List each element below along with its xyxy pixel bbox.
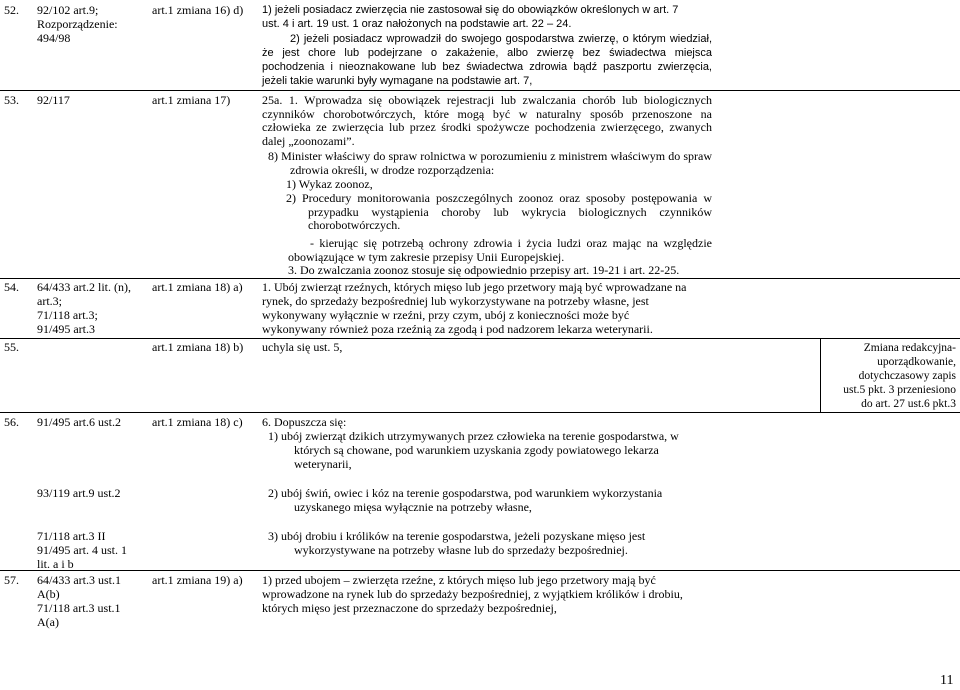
directive-ref: 92/117 bbox=[37, 93, 70, 107]
provision-text: 1) Wykaz zoonoz, bbox=[286, 177, 373, 191]
directive-ref: 93/119 art.9 ust.2 bbox=[37, 486, 121, 500]
amendment-ref: art.1 zmiana 17) bbox=[152, 93, 231, 107]
provision-text: wykonywany wyłącznie w rzeźni, przy czym, ubój z konieczności może być bbox=[262, 308, 630, 322]
provision-text: 1) jeżeli posiadacz zwierzęcia nie zastosował się do obowiązków określonych w art. 7 bbox=[262, 4, 679, 16]
row-number: 57. bbox=[4, 573, 19, 587]
remarks-line: dotychczasowy zapis bbox=[858, 370, 956, 382]
directive-ref: A(a) bbox=[37, 615, 59, 629]
amendment-ref: art.1 zmiana 16) d) bbox=[152, 3, 244, 17]
row-divider-56-57 bbox=[0, 570, 960, 571]
directive-ref: 64/433 art.3 ust.1 bbox=[37, 573, 121, 587]
provision-text: 3. Do zwalczania zoonoz stosuje się odpowiednio przepisy art. 19-21 i art. 22-25. bbox=[288, 263, 680, 277]
remarks-line: Zmiana redakcyjna- bbox=[863, 342, 956, 354]
directive-ref: 91/495 art.3 bbox=[37, 322, 95, 336]
provision-text: rynek, do sprzedaży bezpośredniej lub wykorzystywane na potrzeby własne, jest bbox=[262, 294, 649, 308]
directive-ref: 494/98 bbox=[37, 31, 71, 45]
provision-text: 8) Minister właściwy do spraw rolnictwa w porozumieniu z ministrem właściwym do spraw zdrowia określi, w drodze rozporządzenia: bbox=[268, 149, 712, 177]
provision-text: 1) ubój zwierząt dzikich utrzymywanych przez człowieka na terenie gospodarstwa, w bbox=[268, 429, 679, 443]
provision-text: ust. 4 i art. 19 ust. 1 oraz nałożonych na podstawie art. 22 – 24. bbox=[262, 18, 572, 30]
remarks-note bbox=[821, 341, 956, 411]
directive-ref: 71/118 art.3 ust.1 bbox=[37, 601, 121, 615]
row-number: 55. bbox=[4, 340, 19, 354]
directive-ref: 71/118 art.3 II bbox=[37, 529, 106, 543]
provision-text: - kierując się potrzebą ochrony zdrowia i życia ludzi oraz mając na względzie obowiązujące w tym zakresie przepisy Unii Europejskiej. bbox=[288, 236, 712, 264]
row-divider-54-55 bbox=[0, 338, 960, 339]
row-divider-53-54 bbox=[0, 278, 960, 279]
remarks-line: ust.5 pkt. 3 przeniesiono bbox=[843, 384, 956, 396]
amendment-ref: art.1 zmiana 18) b) bbox=[152, 340, 244, 354]
amendment-ref: art.1 zmiana 18) a) bbox=[152, 280, 243, 294]
row-number: 56. bbox=[4, 415, 19, 429]
provision-text: 2) ubój świń, owiec i kóz na terenie gospodarstwa, pod warunkiem wykorzystania bbox=[268, 486, 663, 500]
provision-text: uzyskanego mięsa wyłącznie na potrzeby własne, bbox=[294, 500, 532, 514]
directive-ref: 71/118 art.3; bbox=[37, 308, 98, 322]
remarks-line: do art. 27 ust.6 pkt.3 bbox=[861, 398, 956, 410]
amendment-ref: art.1 zmiana 19) a) bbox=[152, 573, 243, 587]
row-number: 53. bbox=[4, 93, 19, 107]
directive-ref: 91/495 art. 4 ust. 1 bbox=[37, 543, 127, 557]
directive-ref: lit. a i b bbox=[37, 557, 74, 571]
provision-text: 1) przed ubojem – zwierzęta rzeźne, z których mięso lub jego przetwory mają być bbox=[262, 573, 656, 587]
provision-text: 6. Dopuszcza się: bbox=[262, 415, 347, 429]
row-divider-52-53 bbox=[0, 90, 960, 91]
page-number: 11 bbox=[940, 673, 954, 688]
provision-text: wykonywany również poza rzeźnią za zgodą i pod nadzorem lekarza weterynarii. bbox=[262, 322, 653, 336]
amendment-ref: art.1 zmiana 18) c) bbox=[152, 415, 243, 429]
provision-text: uchyla się ust. 5, bbox=[262, 340, 343, 354]
directive-ref: 64/433 art.2 lit. (n), bbox=[37, 280, 131, 294]
directive-ref: art.3; bbox=[37, 294, 62, 308]
directive-ref: A(b) bbox=[37, 587, 60, 601]
provision-text: 3) ubój drobiu i królików na terenie gospodarstwa, jeżeli pozyskane mięso jest bbox=[268, 529, 646, 543]
provision-text: których są chowane, pod warunkiem uzyskania zgody powiatowego lekarza bbox=[294, 443, 659, 457]
directive-ref: 91/495 art.6 ust.2 bbox=[37, 415, 121, 429]
provision-text: weterynarii, bbox=[294, 457, 352, 471]
row-number: 52. bbox=[4, 3, 19, 17]
provision-text: 2) Procedury monitorowania poszczególnych zoonoz oraz sposoby postępowania w przypadku wystąpienia choroby lub wykrycia biologicznych czynników chorobotwórczych. bbox=[286, 191, 712, 232]
provision-text: których mięso jest przeznaczone do sprzedaży bezpośredniej, bbox=[262, 601, 557, 615]
provision-text: 25a. 1. Wprowadza się obowiązek rejestracji lub zwalczania chorób lub biologicznych czynników chorobotwórczych, które mogą być w naturalny sposób przenoszone na człowieka ze zwierzęcia lub przez środki spożywcze pochodzenia zwierzęcego, zwanych dalej „zoonozami”. bbox=[262, 93, 712, 148]
provision-text: wykorzystywane na potrzeby własne lub do sprzedaży bezpośredniej. bbox=[294, 543, 628, 557]
row-divider-55-56 bbox=[0, 412, 960, 413]
row-number: 54. bbox=[4, 280, 19, 294]
remarks-line: uporządkowanie, bbox=[877, 356, 956, 368]
provision-text: 1. Ubój zwierząt rzeźnych, których mięso lub jego przetwory mają być wprowadzane na bbox=[262, 280, 687, 294]
provision-text: 2) jeżeli posiadacz wprowadził do swojego gospodarstwa zwierzę, o którym wiedział, że jest chore lub podejrzane o zakażenie, albo zwierzę bez świadectwa miejsca pochodzenia i nieoznakowane lub bez świadectwa zdrowia bądź paszportu zwierzęcia, jeżeli takie warunki były wymagane na podstawie art. 7, bbox=[262, 33, 712, 87]
directive-ref: 92/102 art.9; bbox=[37, 3, 99, 17]
directive-ref: Rozporządzenie: bbox=[37, 17, 118, 31]
provision-text: wprowadzone na rynek lub do sprzedaży bezpośredniej, z wyjątkiem królików i drobiu, bbox=[262, 587, 683, 601]
